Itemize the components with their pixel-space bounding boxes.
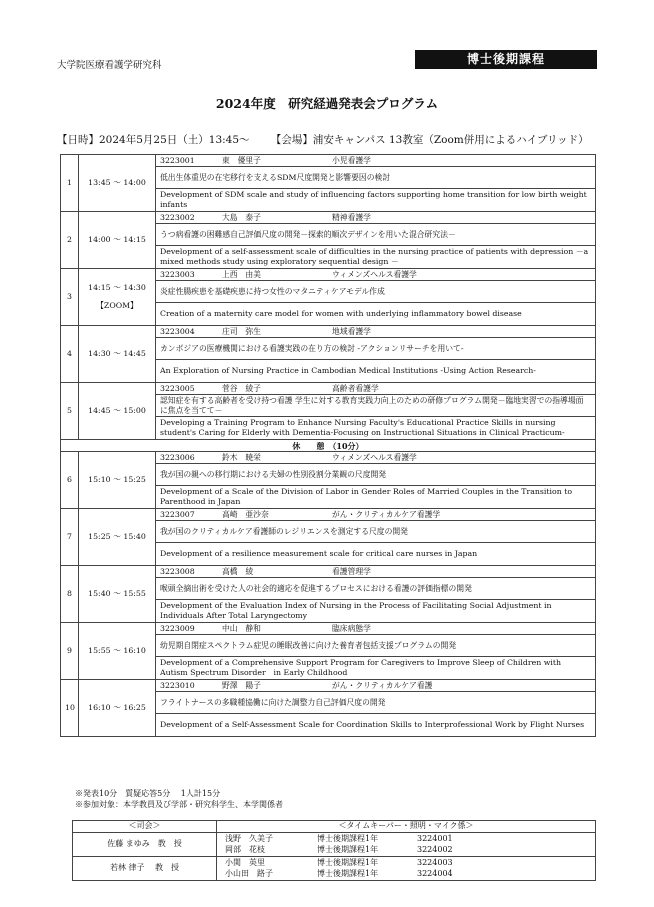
student-id: 3223002 xyxy=(160,212,195,222)
note-line: ※発表10分 質疑応答5分 1人計15分 xyxy=(75,789,221,798)
title-en: Development of a Scale of the Division of Labor in Gender Roles of Married Couples in the Transition to Parenthood in Japan xyxy=(156,486,596,509)
title-en: Developing a Training Program to Enhance Nursing Faculty's Educational Practice Skills in nursing student's Caring for Elderly with Dementia-Focusing on Instructional Situations in Clinical Practicum- xyxy=(156,417,596,440)
session-time: 14:30 ～ 14:45 xyxy=(79,326,156,383)
keeper-cell xyxy=(217,833,596,857)
break-row xyxy=(61,440,596,452)
presenter-info xyxy=(156,383,596,395)
session-number: 1 xyxy=(61,155,79,212)
research-field: がん・クリティカルケア看護学 xyxy=(332,509,441,519)
session-time: 15:10 ～ 15:25 xyxy=(79,452,156,509)
presenter-name: 鈴木 暁栄 xyxy=(222,452,261,462)
session-time: 15:25 ～ 15:40 xyxy=(79,509,156,566)
note-line: ※参加対象：本学教員及び学部・研究科学生、本学関係者 xyxy=(75,800,283,809)
datetime-text: 【日時】2024年5月25日（土）13:45～ xyxy=(57,134,250,146)
presenter-info xyxy=(156,326,596,338)
presenter-name: 大島 泰子 xyxy=(222,212,261,222)
program-table xyxy=(60,154,596,737)
title-en: Development of SDM scale and study of influencing factors supporting home transition for low birth weight infants xyxy=(156,189,596,212)
title-jp: 低出生体重児の在宅移行を支えるSDM尺度開発と影響要因の検討 xyxy=(156,167,596,189)
break-label: 休 憩 （10分） xyxy=(61,440,596,452)
student-id: 3223009 xyxy=(160,623,195,633)
research-field: ウィメンズヘルス看護学 xyxy=(332,452,417,462)
research-field: ウィメンズヘルス看護学 xyxy=(332,269,417,279)
presenter-info xyxy=(156,155,596,167)
session-header-row xyxy=(61,680,596,692)
title-jp: うつ病看護の困難感自己評価尺度の開発－探索的順次デザインを用いた混合研究法－ xyxy=(156,224,596,246)
session-time: 13:45 ～ 14:00 xyxy=(79,155,156,212)
student-id: 3223004 xyxy=(160,326,195,336)
presenter-info xyxy=(156,566,596,578)
research-field: がん・クリティカルケア看護 xyxy=(332,680,433,690)
title-en: Development of the Evaluation Index of Nursing in the Process of Facilitating Social Adjustment in Individuals After Total Laryngectomy xyxy=(156,600,596,623)
mc-name: 若林 律子 教 授 xyxy=(73,857,217,881)
title-jp: 我が国のクリティカルケア看護師のレジリエンスを測定する尺度の開発 xyxy=(156,521,596,543)
student-id: 3223003 xyxy=(160,269,195,279)
title-en: Development of a resilience measurement scale for critical care nurses in Japan xyxy=(156,543,596,566)
research-field: 精神看護学 xyxy=(332,212,371,222)
title-jp: 我が国の親への移行期における夫婦の性別役割分業観の尺度開発 xyxy=(156,464,596,486)
presenter-name: 菅谷 綾子 xyxy=(222,383,261,393)
presenter-name: 庄司 弥生 xyxy=(222,326,261,336)
student-id: 3223001 xyxy=(160,155,195,165)
session-time: 14:00 ～ 14:15 xyxy=(79,212,156,269)
venue-text: 【会場】浦安キャンパス 13教室（Zoom併用によるハイブリッド） xyxy=(270,134,589,146)
research-field: 小児看護学 xyxy=(332,155,371,165)
session-header-row xyxy=(61,326,596,338)
session-header-row xyxy=(61,269,596,281)
staff-table xyxy=(72,820,596,881)
presenter-name: 高崎 亜沙奈 xyxy=(222,509,269,519)
session-header-row xyxy=(61,509,596,521)
student-id: 3223008 xyxy=(160,566,195,576)
session-time: 16:10 ～ 16:25 xyxy=(79,680,156,737)
student-id: 3223005 xyxy=(160,383,195,393)
title-en: Development of a self-assessment scale of difficulties in the nursing practice of patients with depression －a mixed methods study using exploratory sequential design － xyxy=(156,246,596,269)
title-jp: 認知症を有する高齢者を受け持つ看護 学生に対する教育実践力向上のための研修プログラム開発－臨地実習での指導場面に焦点を当てて－ xyxy=(156,395,596,417)
session-time: 15:55 ～ 16:10 xyxy=(79,623,156,680)
keeper-row: 岡部 花枝 博士後期課程1年 3224002 xyxy=(225,844,453,854)
session-time: 14:15 ～ 14:30 【ZOOM】 xyxy=(79,269,156,326)
student-id: 3223007 xyxy=(160,509,195,519)
session-header-row xyxy=(61,212,596,224)
presenter-info xyxy=(156,452,596,464)
research-field: 臨床病態学 xyxy=(332,623,371,633)
presenter-info xyxy=(156,269,596,281)
mc-name: 佐藤 まゆみ 教 授 xyxy=(73,833,217,857)
title-jp: 幼児期自閉症スペクトラム症児の睡眠改善に向けた養育者包括支援プログラムの開発 xyxy=(156,635,596,657)
keeper-row: 小山田 路子 博士後期課程1年 3224004 xyxy=(225,868,453,878)
title-en: Development of a Self-Assessment Scale for Coordination Skills to Interprofessional Work by Flight Nurses xyxy=(156,714,596,737)
presenter-info xyxy=(156,509,596,521)
session-number: 6 xyxy=(61,452,79,509)
mc-header: ＜司会＞ xyxy=(73,821,217,833)
title-jp: 炎症性腸疾患を基礎疾患に持つ女性のマタニティケアモデル作成 xyxy=(156,281,596,303)
presenter-name: 野澤 陽子 xyxy=(222,680,261,690)
keeper-row: 浅野 久美子 博士後期課程1年 3224001 xyxy=(225,834,453,843)
session-number: 5 xyxy=(61,383,79,440)
title-jp: カンボジアの医療機関における看護実践の在り方の検討 -アクションリサーチを用いて- xyxy=(156,338,596,360)
student-id: 3223010 xyxy=(160,680,195,690)
research-field: 地域看護学 xyxy=(332,326,371,336)
session-header-row xyxy=(61,566,596,578)
keeper-cell xyxy=(217,857,596,881)
keeper-row: 小関 英里 博士後期課程1年 3224003 xyxy=(225,858,453,867)
session-time: 14:45 ～ 15:00 xyxy=(79,383,156,440)
session-number: 7 xyxy=(61,509,79,566)
student-id: 3223006 xyxy=(160,452,195,462)
department-label: 大学院医療看護学研究科 xyxy=(57,60,162,71)
session-number: 2 xyxy=(61,212,79,269)
zoom-label: 【ZOOM】 xyxy=(96,301,138,310)
course-badge: 博士後期課程 xyxy=(415,50,597,69)
presenter-name: 中山 静和 xyxy=(222,623,261,633)
session-header-row xyxy=(61,452,596,464)
session-number: 9 xyxy=(61,623,79,680)
session-number: 8 xyxy=(61,566,79,623)
event-info xyxy=(57,132,607,147)
session-time: 15:40 ～ 15:55 xyxy=(79,566,156,623)
research-field: 看護管理学 xyxy=(332,566,371,576)
presenter-info xyxy=(156,623,596,635)
title-en: An Exploration of Nursing Practice in Cambodian Medical Institutions -Using Action Research- xyxy=(156,360,596,383)
session-number: 4 xyxy=(61,326,79,383)
title-jp: フライトナースの多職種協働に向けた調整力自己評価尺度の開発 xyxy=(156,692,596,714)
title-en: Creation of a maternity care model for women with underlying inflammatory bowel disease xyxy=(156,303,596,326)
presenter-info xyxy=(156,212,596,224)
notes xyxy=(75,788,283,810)
title-en: Development of a Comprehensive Support Program for Caregivers to Improve Sleep of Children with Autism Spectrum Disorder in Early Childhood xyxy=(156,657,596,680)
presenter-name: 東 優里子 xyxy=(222,155,261,165)
session-number: 3 xyxy=(61,269,79,326)
session-header-row xyxy=(61,383,596,395)
session-header-row xyxy=(61,155,596,167)
presenter-name: 高橋 綾 xyxy=(222,566,254,576)
keeper-header: ＜タイムキーパー・照明・マイク係＞ xyxy=(217,821,596,833)
title-jp: 喉頭全摘出術を受けた人の社会的適応を促進するプロセスにおける看護の評価指標の開発 xyxy=(156,578,596,600)
page-title: 2024年度 研究経過発表会プログラム xyxy=(215,96,439,111)
presenter-info xyxy=(156,680,596,692)
presenter-name: 上西 由美 xyxy=(222,269,261,279)
research-field: 高齢者看護学 xyxy=(332,383,379,393)
session-header-row xyxy=(61,623,596,635)
session-number: 10 xyxy=(61,680,79,737)
